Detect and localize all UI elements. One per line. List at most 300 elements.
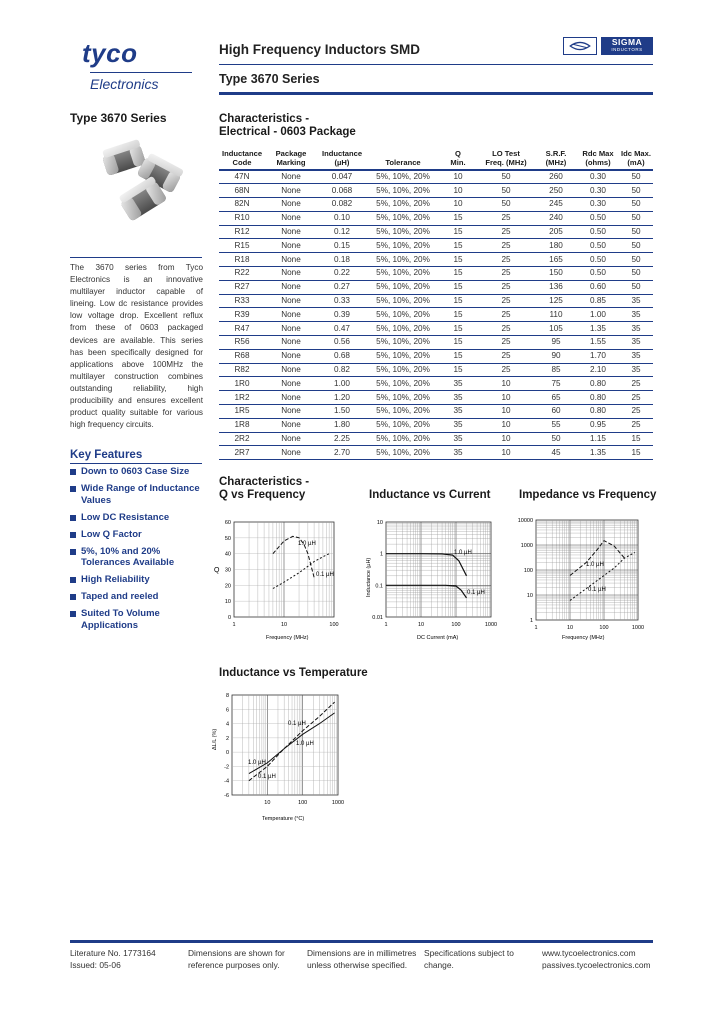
table-row xyxy=(219,446,653,460)
column-header xyxy=(577,148,619,170)
y-tick-label: 10000 xyxy=(517,518,533,524)
y-tick-label: 10 xyxy=(376,520,383,526)
y-axis-label: Inductance (µH) xyxy=(366,557,372,597)
grid xyxy=(234,522,334,617)
sigma-name: SIGMA xyxy=(611,37,643,47)
column-header xyxy=(367,148,439,170)
table-header-row xyxy=(219,148,653,170)
y-tick-labels xyxy=(372,520,383,621)
table-cell: 0.15 xyxy=(317,239,367,253)
table-cell: 0.47 xyxy=(317,322,367,336)
table-cell: 245 xyxy=(535,198,577,212)
table-cell: 35 xyxy=(439,391,477,405)
table-cell: 205 xyxy=(535,225,577,239)
table-cell: 5%, 10%, 20% xyxy=(367,280,439,294)
table-cell: 35 xyxy=(619,349,653,363)
table-cell: 15 xyxy=(439,267,477,281)
x-tick-label: 1 xyxy=(384,622,388,628)
table-cell: 35 xyxy=(619,363,653,377)
table-cell: R10 xyxy=(219,211,265,225)
table-cell: 1.35 xyxy=(577,322,619,336)
y-tick-labels xyxy=(225,520,231,621)
y-tick-label: 1 xyxy=(529,618,533,624)
y-tick-label: -6 xyxy=(224,793,229,799)
table-cell: R47 xyxy=(219,322,265,336)
table-cell: 5%, 10%, 20% xyxy=(367,432,439,446)
column-header-text: Marking xyxy=(276,158,306,167)
table-cell: 35 xyxy=(439,418,477,432)
y-tick-label: 4 xyxy=(225,721,229,728)
table-cell: 10 xyxy=(439,198,477,212)
table-cell: None xyxy=(265,377,317,391)
y-tick-labels xyxy=(224,693,229,799)
table-body xyxy=(219,170,653,460)
table-cell: 50 xyxy=(477,170,535,184)
y-tick-label: 2 xyxy=(225,735,229,742)
table-cell: None xyxy=(265,349,317,363)
table-cell: 25 xyxy=(477,336,535,350)
y-tick-label: 60 xyxy=(224,520,231,526)
feature-item xyxy=(70,546,210,569)
table-header xyxy=(219,148,653,170)
table-cell: 25 xyxy=(477,280,535,294)
table-cell: 2R2 xyxy=(219,432,265,446)
table-cell: None xyxy=(265,418,317,432)
table-cell: 10 xyxy=(477,446,535,460)
table-cell: 5%, 10%, 20% xyxy=(367,363,439,377)
table-cell: 2.10 xyxy=(577,363,619,377)
column-header-text: Rdc Max xyxy=(582,149,614,158)
table-cell: 0.082 xyxy=(317,198,367,212)
table-cell: 15 xyxy=(439,322,477,336)
footer-literature xyxy=(70,948,156,971)
table-cell: None xyxy=(265,184,317,198)
table-cell: 0.18 xyxy=(317,253,367,267)
table-cell: 35 xyxy=(619,308,653,322)
inductance-vs-temperature-chart xyxy=(210,690,355,825)
x-axis-label: DC Current (mA) xyxy=(417,635,459,641)
table-row xyxy=(219,294,653,308)
column-header xyxy=(439,148,477,170)
table-cell: 15 xyxy=(619,432,653,446)
table-row xyxy=(219,349,653,363)
table-cell: 85 xyxy=(535,363,577,377)
table-cell: 0.95 xyxy=(577,418,619,432)
chart-t-title: Inductance vs Temperature xyxy=(219,667,368,679)
curve-label-0-1uh: 0.1 µH xyxy=(288,721,306,727)
table-cell: 25 xyxy=(477,363,535,377)
y-tick-label: 0.01 xyxy=(372,615,383,621)
sigma-sub: INDUCTORS xyxy=(611,47,643,52)
y-tick-label: 6 xyxy=(225,707,229,714)
table-cell: 1.00 xyxy=(317,377,367,391)
table-cell: 35 xyxy=(619,294,653,308)
feature-text: Low DC Resistance xyxy=(81,511,170,523)
table-cell: 180 xyxy=(535,239,577,253)
table-cell: 25 xyxy=(619,418,653,432)
table-cell: 60 xyxy=(535,405,577,419)
y-tick-label: 30 xyxy=(224,567,231,574)
table-row xyxy=(219,170,653,184)
table-cell: 10 xyxy=(439,170,477,184)
table-cell: 0.60 xyxy=(577,280,619,294)
table-cell: None xyxy=(265,432,317,446)
plot-frame xyxy=(232,695,338,795)
table-cell: 10 xyxy=(477,391,535,405)
x-tick-label: 1000 xyxy=(484,622,498,628)
table-cell: R68 xyxy=(219,349,265,363)
x-tick-label: 100 xyxy=(599,625,609,631)
column-header-text: (µH) xyxy=(334,158,350,167)
table-cell: 0.10 xyxy=(317,211,367,225)
table-cell: 110 xyxy=(535,308,577,322)
table-cell: 50 xyxy=(619,225,653,239)
table-row xyxy=(219,418,653,432)
table-cell: 5%, 10%, 20% xyxy=(367,198,439,212)
table-cell: 5%, 10%, 20% xyxy=(367,225,439,239)
table-cell: 15 xyxy=(439,349,477,363)
website-link[interactable]: www.tycoelectronics.com xyxy=(542,948,636,958)
table-cell: 0.50 xyxy=(577,225,619,239)
table-row xyxy=(219,267,653,281)
x-tick-label: 1 xyxy=(534,625,538,631)
table-cell: 35 xyxy=(439,377,477,391)
footer-text: unless otherwise specified. xyxy=(307,959,408,970)
header-rule xyxy=(219,64,653,65)
table-cell: R56 xyxy=(219,336,265,350)
table-row xyxy=(219,280,653,294)
x-tick-label: 100 xyxy=(298,800,308,806)
table-cell: 15 xyxy=(439,363,477,377)
table-cell: 2.25 xyxy=(317,432,367,446)
chart-iz-title: Impedance vs Frequency xyxy=(519,489,657,501)
table-cell: 5%, 10%, 20% xyxy=(367,170,439,184)
y-tick-label: 50 xyxy=(224,535,231,542)
square-bullet-icon xyxy=(70,469,76,475)
feature-text: 5%, 10% and 20% Tolerances Available xyxy=(81,545,175,568)
table-cell: 25 xyxy=(477,322,535,336)
plot-frame xyxy=(386,522,491,617)
table-cell: 5%, 10%, 20% xyxy=(367,308,439,322)
table-cell: 1.35 xyxy=(577,446,619,460)
table-cell: 1.00 xyxy=(577,308,619,322)
x-tick-labels xyxy=(232,622,338,628)
footer-rule xyxy=(70,940,653,943)
table-cell: 15 xyxy=(439,336,477,350)
impedance-vs-frequency-chart xyxy=(510,512,655,647)
table-cell: 1R0 xyxy=(219,377,265,391)
feature-item xyxy=(70,529,210,541)
table-cell: 5%, 10%, 20% xyxy=(367,322,439,336)
table-cell: 165 xyxy=(535,253,577,267)
square-bullet-icon xyxy=(70,532,76,538)
table-row xyxy=(219,308,653,322)
feature-text: Taped and reeled xyxy=(81,591,159,602)
document-subtitle: Type 3670 Series xyxy=(219,72,320,86)
square-bullet-icon xyxy=(70,577,76,583)
y-tick-label: 10 xyxy=(526,593,533,599)
table-cell: None xyxy=(265,308,317,322)
table-cell: 25 xyxy=(477,294,535,308)
y-tick-label: -2 xyxy=(224,764,229,771)
table-row xyxy=(219,391,653,405)
x-axis-label: Temperature (°C) xyxy=(262,816,305,822)
column-header-text: Inductance xyxy=(221,149,263,158)
table-row xyxy=(219,239,653,253)
table-row xyxy=(219,432,653,446)
table-cell: None xyxy=(265,363,317,377)
column-header-text: (MHz) xyxy=(545,158,567,167)
table-cell: 47N xyxy=(219,170,265,184)
y-tick-labels xyxy=(518,518,533,624)
y-tick-label: 40 xyxy=(224,551,231,558)
column-header-text: LO Test xyxy=(492,149,520,158)
table-cell: 75 xyxy=(535,377,577,391)
y-tick-label: 10 xyxy=(224,599,231,606)
feature-item xyxy=(70,574,210,586)
table-cell: 55 xyxy=(535,418,577,432)
key-features-list xyxy=(70,466,210,637)
chart-q-title-line1: Characteristics - xyxy=(219,476,310,488)
x-tick-label: 10 xyxy=(417,622,425,628)
table-cell: None xyxy=(265,267,317,281)
tyco-electronics-logo xyxy=(82,38,194,96)
feature-text: High Reliability xyxy=(81,574,150,585)
square-bullet-icon xyxy=(70,486,76,492)
table-cell: 50 xyxy=(619,253,653,267)
document-title: High Frequency Inductors SMD xyxy=(219,42,421,57)
table-cell: 5%, 10%, 20% xyxy=(367,391,439,405)
x-tick-label: 1000 xyxy=(331,800,345,806)
q-vs-frequency-chart xyxy=(210,512,350,647)
table-cell: 15 xyxy=(439,294,477,308)
footer-dimensions-note xyxy=(188,948,285,971)
table-cell: 0.80 xyxy=(577,377,619,391)
table-row xyxy=(219,184,653,198)
y-tick-label: 1000 xyxy=(520,543,533,549)
square-bullet-icon xyxy=(70,594,76,600)
table-cell: 25 xyxy=(477,239,535,253)
table-cell: 5%, 10%, 20% xyxy=(367,253,439,267)
electrical-characteristics-table xyxy=(219,148,653,460)
table-cell: None xyxy=(265,280,317,294)
table-cell: 1R8 xyxy=(219,418,265,432)
feature-text: Suited To Volume Applications xyxy=(81,608,160,631)
inductance-vs-current-chart xyxy=(362,512,507,647)
x-tick-labels xyxy=(384,622,497,628)
table-cell: 50 xyxy=(619,184,653,198)
table-cell: 0.22 xyxy=(317,267,367,281)
x-axis-label: Frequency (MHz) xyxy=(562,635,605,641)
inductor-product-image xyxy=(90,135,200,250)
plot-area xyxy=(386,522,491,617)
table-cell: 5%, 10%, 20% xyxy=(367,418,439,432)
table-cell: 10 xyxy=(477,377,535,391)
y-tick-label: 20 xyxy=(224,583,231,590)
table-row xyxy=(219,211,653,225)
sigma-badge xyxy=(601,37,653,55)
plot-area xyxy=(232,695,338,795)
table-cell: 10 xyxy=(477,432,535,446)
table-cell: 0.27 xyxy=(317,280,367,294)
feature-item xyxy=(70,608,210,631)
table-row xyxy=(219,405,653,419)
table-cell: 5%, 10%, 20% xyxy=(367,184,439,198)
table-cell: 125 xyxy=(535,294,577,308)
table-cell: 15 xyxy=(439,308,477,322)
table-cell: None xyxy=(265,294,317,308)
table-cell: 0.56 xyxy=(317,336,367,350)
table-cell: 82N xyxy=(219,198,265,212)
footer-text: Specifications subject to xyxy=(424,948,514,958)
table-cell: R12 xyxy=(219,225,265,239)
table-cell: 1.80 xyxy=(317,418,367,432)
column-header-text: Code xyxy=(232,158,252,167)
curve-label-0-1uh: 0.1 µH xyxy=(316,572,334,578)
sigma-inductors-logo xyxy=(563,37,653,55)
plot-area xyxy=(536,520,638,620)
y-tick-label: 1 xyxy=(379,551,383,558)
table-row xyxy=(219,225,653,239)
table-cell: 65 xyxy=(535,391,577,405)
footer-text: Dimensions are in millimetres xyxy=(307,948,417,958)
table-cell: 68N xyxy=(219,184,265,198)
table-cell: 90 xyxy=(535,349,577,363)
table-cell: 25 xyxy=(619,405,653,419)
curve-label-1uh: 1.0 µH xyxy=(298,541,316,547)
curve-label-1uh-lower: 1.0 µH xyxy=(248,760,266,766)
table-cell: 10 xyxy=(477,405,535,419)
curve-label-0-1uh-lower: 0.1 µH xyxy=(258,774,276,780)
sigma-swoosh-icon xyxy=(563,37,597,55)
x-tick-label: 100 xyxy=(451,622,461,628)
table-cell: 50 xyxy=(619,211,653,225)
table-cell: 25 xyxy=(477,253,535,267)
table-cell: None xyxy=(265,446,317,460)
key-features-rule xyxy=(70,463,202,464)
table-cell: 2.70 xyxy=(317,446,367,460)
curve-label-1uh: 1.0 µH xyxy=(586,562,604,568)
table-cell: 1.50 xyxy=(317,405,367,419)
x-tick-label: 10 xyxy=(264,800,271,806)
table-cell: 25 xyxy=(477,308,535,322)
table-cell: 15 xyxy=(619,446,653,460)
x-tick-labels xyxy=(534,625,644,631)
feature-text: Wide Range of Inductance Values xyxy=(81,483,200,506)
x-tick-label: 1 xyxy=(232,622,236,628)
feature-item xyxy=(70,591,210,603)
table-row xyxy=(219,322,653,336)
table-cell: R22 xyxy=(219,267,265,281)
table-cell: 50 xyxy=(477,184,535,198)
table-title-line1: Characteristics - xyxy=(219,113,310,125)
table-cell: 1R5 xyxy=(219,405,265,419)
website-link[interactable]: passives.tycoelectronics.com xyxy=(542,959,651,970)
column-header-text: Freq. (MHz) xyxy=(485,158,527,167)
plot-area xyxy=(234,522,334,617)
table-cell: 15 xyxy=(439,253,477,267)
table-cell: 5%, 10%, 20% xyxy=(367,239,439,253)
table-cell: 0.33 xyxy=(317,294,367,308)
table-cell: R33 xyxy=(219,294,265,308)
issue-date: Issued: 05-06 xyxy=(70,959,121,970)
table-cell: None xyxy=(265,391,317,405)
table-cell: 0.80 xyxy=(577,405,619,419)
footer-text: reference purposes only. xyxy=(188,959,280,970)
feature-text: Low Q Factor xyxy=(81,528,142,540)
table-cell: 15 xyxy=(439,211,477,225)
y-axis-label: Q xyxy=(214,567,220,574)
column-header xyxy=(477,148,535,170)
column-header-text: Min. xyxy=(450,158,466,167)
table-title-line2: Electrical - 0603 Package xyxy=(219,126,356,138)
square-bullet-icon xyxy=(70,515,76,521)
table-cell: 0.50 xyxy=(577,211,619,225)
table-cell: 0.068 xyxy=(317,184,367,198)
footer-websites xyxy=(542,948,650,971)
column-header-text: Idc Max. xyxy=(621,149,651,158)
y-tick-label: 0.1 xyxy=(375,583,383,590)
table-cell: 105 xyxy=(535,322,577,336)
x-tick-label: 1000 xyxy=(631,625,645,631)
logo-wordmark: tyco xyxy=(82,38,138,68)
feature-item xyxy=(70,466,210,478)
logo-subtext: Electronics xyxy=(90,76,159,92)
table-cell: 35 xyxy=(619,322,653,336)
table-cell: 25 xyxy=(477,211,535,225)
column-header-text: S.R.F. xyxy=(545,149,567,158)
table-cell: 95 xyxy=(535,336,577,350)
table-cell: None xyxy=(265,225,317,239)
y-tick-label: 100 xyxy=(523,568,533,574)
square-bullet-icon xyxy=(70,611,76,617)
table-cell: 50 xyxy=(619,267,653,281)
table-cell: 5%, 10%, 20% xyxy=(367,211,439,225)
table-cell: 5%, 10%, 20% xyxy=(367,377,439,391)
table-cell: None xyxy=(265,198,317,212)
header-rule-thick xyxy=(219,92,653,95)
y-tick-label: 8 xyxy=(225,693,229,699)
series-description: The 3670 series from Tyco Electronics is an innovative multilayer inductor capable of lineing. Low dc resistance provides low voltage drop. Excellent reflux from these of 0603 packaged devices are available. This series has been specifically designed for applications above 100MHz the multilayer construction combines outstanding reliability, high producibility and ensures excellent product quality suitable for various high frequency circuits. xyxy=(70,263,203,430)
table-cell: 240 xyxy=(535,211,577,225)
table-cell: R18 xyxy=(219,253,265,267)
column-header xyxy=(265,148,317,170)
feature-item xyxy=(70,512,210,524)
table-cell: None xyxy=(265,322,317,336)
feature-text: Down to 0603 Case Size xyxy=(81,466,190,477)
table-cell: None xyxy=(265,211,317,225)
x-tick-label: 10 xyxy=(566,625,574,631)
table-cell: 250 xyxy=(535,184,577,198)
x-axis-label: Frequency (MHz) xyxy=(266,635,309,641)
column-header-text: Tolerance xyxy=(385,158,421,167)
x-tick-label: 100 xyxy=(329,622,339,628)
x-tick-label: 10 xyxy=(280,622,288,628)
table-cell: 50 xyxy=(619,198,653,212)
table-cell: 0.39 xyxy=(317,308,367,322)
table-cell: 150 xyxy=(535,267,577,281)
table-cell: 136 xyxy=(535,280,577,294)
column-header-text: Q xyxy=(455,149,461,158)
table-cell: 45 xyxy=(535,446,577,460)
table-cell: 1.70 xyxy=(577,349,619,363)
table-cell: R39 xyxy=(219,308,265,322)
table-cell: 10 xyxy=(439,184,477,198)
table-cell: 5%, 10%, 20% xyxy=(367,349,439,363)
table-cell: 0.80 xyxy=(577,391,619,405)
table-cell: 25 xyxy=(477,267,535,281)
table-cell: 0.68 xyxy=(317,349,367,363)
